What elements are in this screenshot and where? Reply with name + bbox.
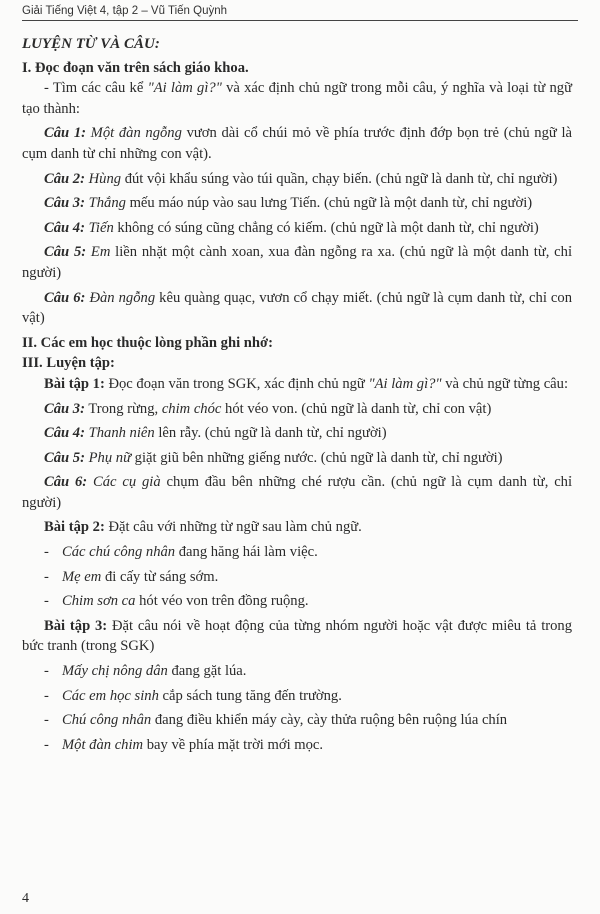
item-label: Câu 6: bbox=[44, 474, 88, 491]
item-subject: Phụ nữ bbox=[88, 449, 132, 466]
bt1-item-1 bbox=[22, 399, 572, 420]
item-label: Câu 3: bbox=[44, 195, 85, 212]
bt2-item-3: - Chim sơn ca hót véo von trên đồng ruộng. bbox=[44, 593, 309, 610]
item-label: Câu 5: bbox=[44, 244, 87, 261]
item-text: đang hăng hái làm việc. bbox=[175, 544, 318, 561]
bt2-item-2: - Mẹ em đi cấy từ sáng sớm. bbox=[44, 568, 219, 585]
bt1-item-4 bbox=[22, 472, 572, 513]
item-label: Câu 4: bbox=[44, 425, 85, 442]
bt2-item-1: - Các chú công nhân đang hăng hái làm việc. bbox=[44, 544, 318, 561]
exercise-text: Đặt câu nói về hoạt động của từng nhóm người hoặc vật được miêu tả trong bức tranh (trong SGK) bbox=[22, 617, 573, 655]
item-subject: chim chóc bbox=[161, 400, 222, 417]
item-text: liền nhặt một cành xoan, xua đàn ngỗng ra xa. (chủ ngữ là một danh từ, chỉ người) bbox=[22, 244, 573, 281]
s1-item-4 bbox=[22, 218, 572, 239]
page-number: 4 bbox=[22, 891, 29, 906]
exercise-label: Bài tập 1: bbox=[44, 375, 105, 392]
exercise-text-end: và chủ ngữ từng câu: bbox=[441, 375, 569, 392]
item-label: Câu 5: bbox=[44, 449, 85, 466]
intro-text: - Tìm các câu kể bbox=[44, 80, 148, 97]
item-text: giặt giũ bên những giếng nước. (chủ ngữ là danh từ, chỉ người) bbox=[131, 449, 503, 466]
bt1-prompt bbox=[22, 374, 572, 395]
s1-item-2 bbox=[22, 169, 572, 190]
item-text: hót véo von. (chủ ngữ là danh từ, chỉ con vật) bbox=[221, 400, 492, 417]
s1-item-3 bbox=[22, 193, 572, 214]
exercise-label: Bài tập 3: bbox=[44, 617, 108, 634]
exercise-text: Đọc đoạn văn trong SGK, xác định chủ ngữ bbox=[104, 375, 369, 392]
item-label: Câu 3: bbox=[44, 400, 85, 417]
item-text: chụm đầu bên những ché rượu cần. (chủ ngữ là cụm danh từ, chỉ người) bbox=[22, 474, 573, 511]
bt1-item-2 bbox=[22, 423, 572, 444]
item-subject: Các cụ già bbox=[93, 474, 161, 491]
s1-item-5 bbox=[22, 242, 572, 283]
item-text: vươn dài cổ chúi mỏ về phía trước định đớp bọn trẻ (chủ ngữ là cụm danh từ chỉ những con vật). bbox=[22, 125, 573, 162]
bt3-prompt bbox=[22, 616, 572, 657]
item-subject: Một đàn ngỗng bbox=[90, 125, 182, 142]
item-subject: Mấy chị nông dân bbox=[62, 663, 168, 680]
item-subject: Đàn ngỗng bbox=[89, 289, 156, 306]
bt1-item-3 bbox=[22, 448, 572, 469]
bt3-item-4: - Một đàn chim bay về phía mặt trời mới mọc. bbox=[44, 736, 324, 753]
intro-question: "Ai làm gì?" bbox=[147, 80, 222, 97]
bt3-item-2: - Các em học sinh cắp sách tung tăng đến trường. bbox=[44, 687, 342, 704]
item-subject: Các em học sinh bbox=[62, 687, 159, 704]
item-label: Câu 6: bbox=[44, 289, 86, 306]
item-text: lên rẫy. (chủ ngữ là danh từ, chỉ người) bbox=[154, 425, 387, 442]
item-text: mếu máo núp vào sau lưng Tiến. (chủ ngữ là một danh từ, chỉ người) bbox=[125, 195, 533, 212]
item-subject: Tiến bbox=[88, 219, 114, 236]
item-label: Câu 1: bbox=[44, 125, 86, 142]
item-label: Câu 4: bbox=[44, 219, 85, 236]
item-subject: Mẹ em bbox=[62, 568, 102, 585]
intro-text-end: và xác định chủ ngữ trong mỗi câu, ý nghĩa và loại từ ngữ tạo thành: bbox=[22, 80, 572, 117]
section-2-heading: II. Các em học thuộc lòng phần ghi nhớ: bbox=[22, 334, 273, 351]
item-text: đang điều khiển máy cày, cày thửa ruộng bên ruộng lúa chín bbox=[151, 712, 508, 729]
item-label: Câu 2: bbox=[44, 170, 85, 187]
exercise-question: "Ai làm gì?" bbox=[368, 375, 442, 392]
item-pre: Trong rừng, bbox=[84, 400, 162, 417]
page-content bbox=[22, 34, 572, 759]
item-text: kêu quàng quạc, vươn cổ chạy miết. (chủ ngữ là cụm danh từ, chỉ con vật) bbox=[22, 289, 573, 327]
item-text: hót véo von trên đồng ruộng. bbox=[135, 593, 309, 610]
s1-item-6 bbox=[22, 288, 572, 329]
exercise-label: Bài tập 2: bbox=[44, 519, 105, 536]
item-subject: Một đàn chim bbox=[62, 736, 144, 753]
bt2-prompt bbox=[22, 517, 572, 538]
item-subject: Chú công nhân bbox=[62, 712, 152, 729]
item-subject: Em bbox=[90, 244, 111, 261]
item-subject: Thắng bbox=[88, 195, 126, 212]
item-text: đút vội khẩu súng vào túi quần, chạy biến. (chủ ngữ là danh từ, chỉ người) bbox=[121, 170, 558, 187]
section-1-heading: I. Đọc đoạn văn trên sách giáo khoa. bbox=[22, 59, 249, 76]
s1-item-1 bbox=[22, 123, 572, 164]
page-title: LUYỆN TỪ VÀ CÂU: bbox=[22, 36, 160, 52]
exercise-text: Đặt câu với những từ ngữ sau làm chủ ngữ. bbox=[104, 519, 362, 536]
item-subject: Các chú công nhân bbox=[62, 544, 176, 561]
item-subject: Chim sơn ca bbox=[62, 593, 136, 610]
bt3-item-1: - Mấy chị nông dân đang gặt lúa. bbox=[44, 663, 247, 680]
item-text: bay về phía mặt trời mới mọc. bbox=[143, 736, 324, 753]
item-text: cắp sách tung tăng đến trường. bbox=[158, 687, 342, 704]
item-text: đi cấy từ sáng sớm. bbox=[101, 568, 219, 585]
item-text: không có súng cũng chẳng có kiếm. (chủ ngữ là một danh từ, chỉ người) bbox=[113, 219, 539, 236]
item-subject: Thanh niên bbox=[88, 425, 155, 442]
bt3-item-3: - Chú công nhân đang điều khiển máy cày, cày thửa ruộng bên ruộng lúa chín bbox=[44, 712, 508, 729]
section-1-intro bbox=[22, 78, 572, 119]
item-text: đang gặt lúa. bbox=[167, 663, 247, 680]
item-subject: Hùng bbox=[88, 170, 122, 187]
running-header: Giải Tiếng Việt 4, tập 2 – Vũ Tiến Quỳnh bbox=[22, 2, 578, 21]
section-3-heading: III. Luyện tập: bbox=[22, 355, 115, 372]
